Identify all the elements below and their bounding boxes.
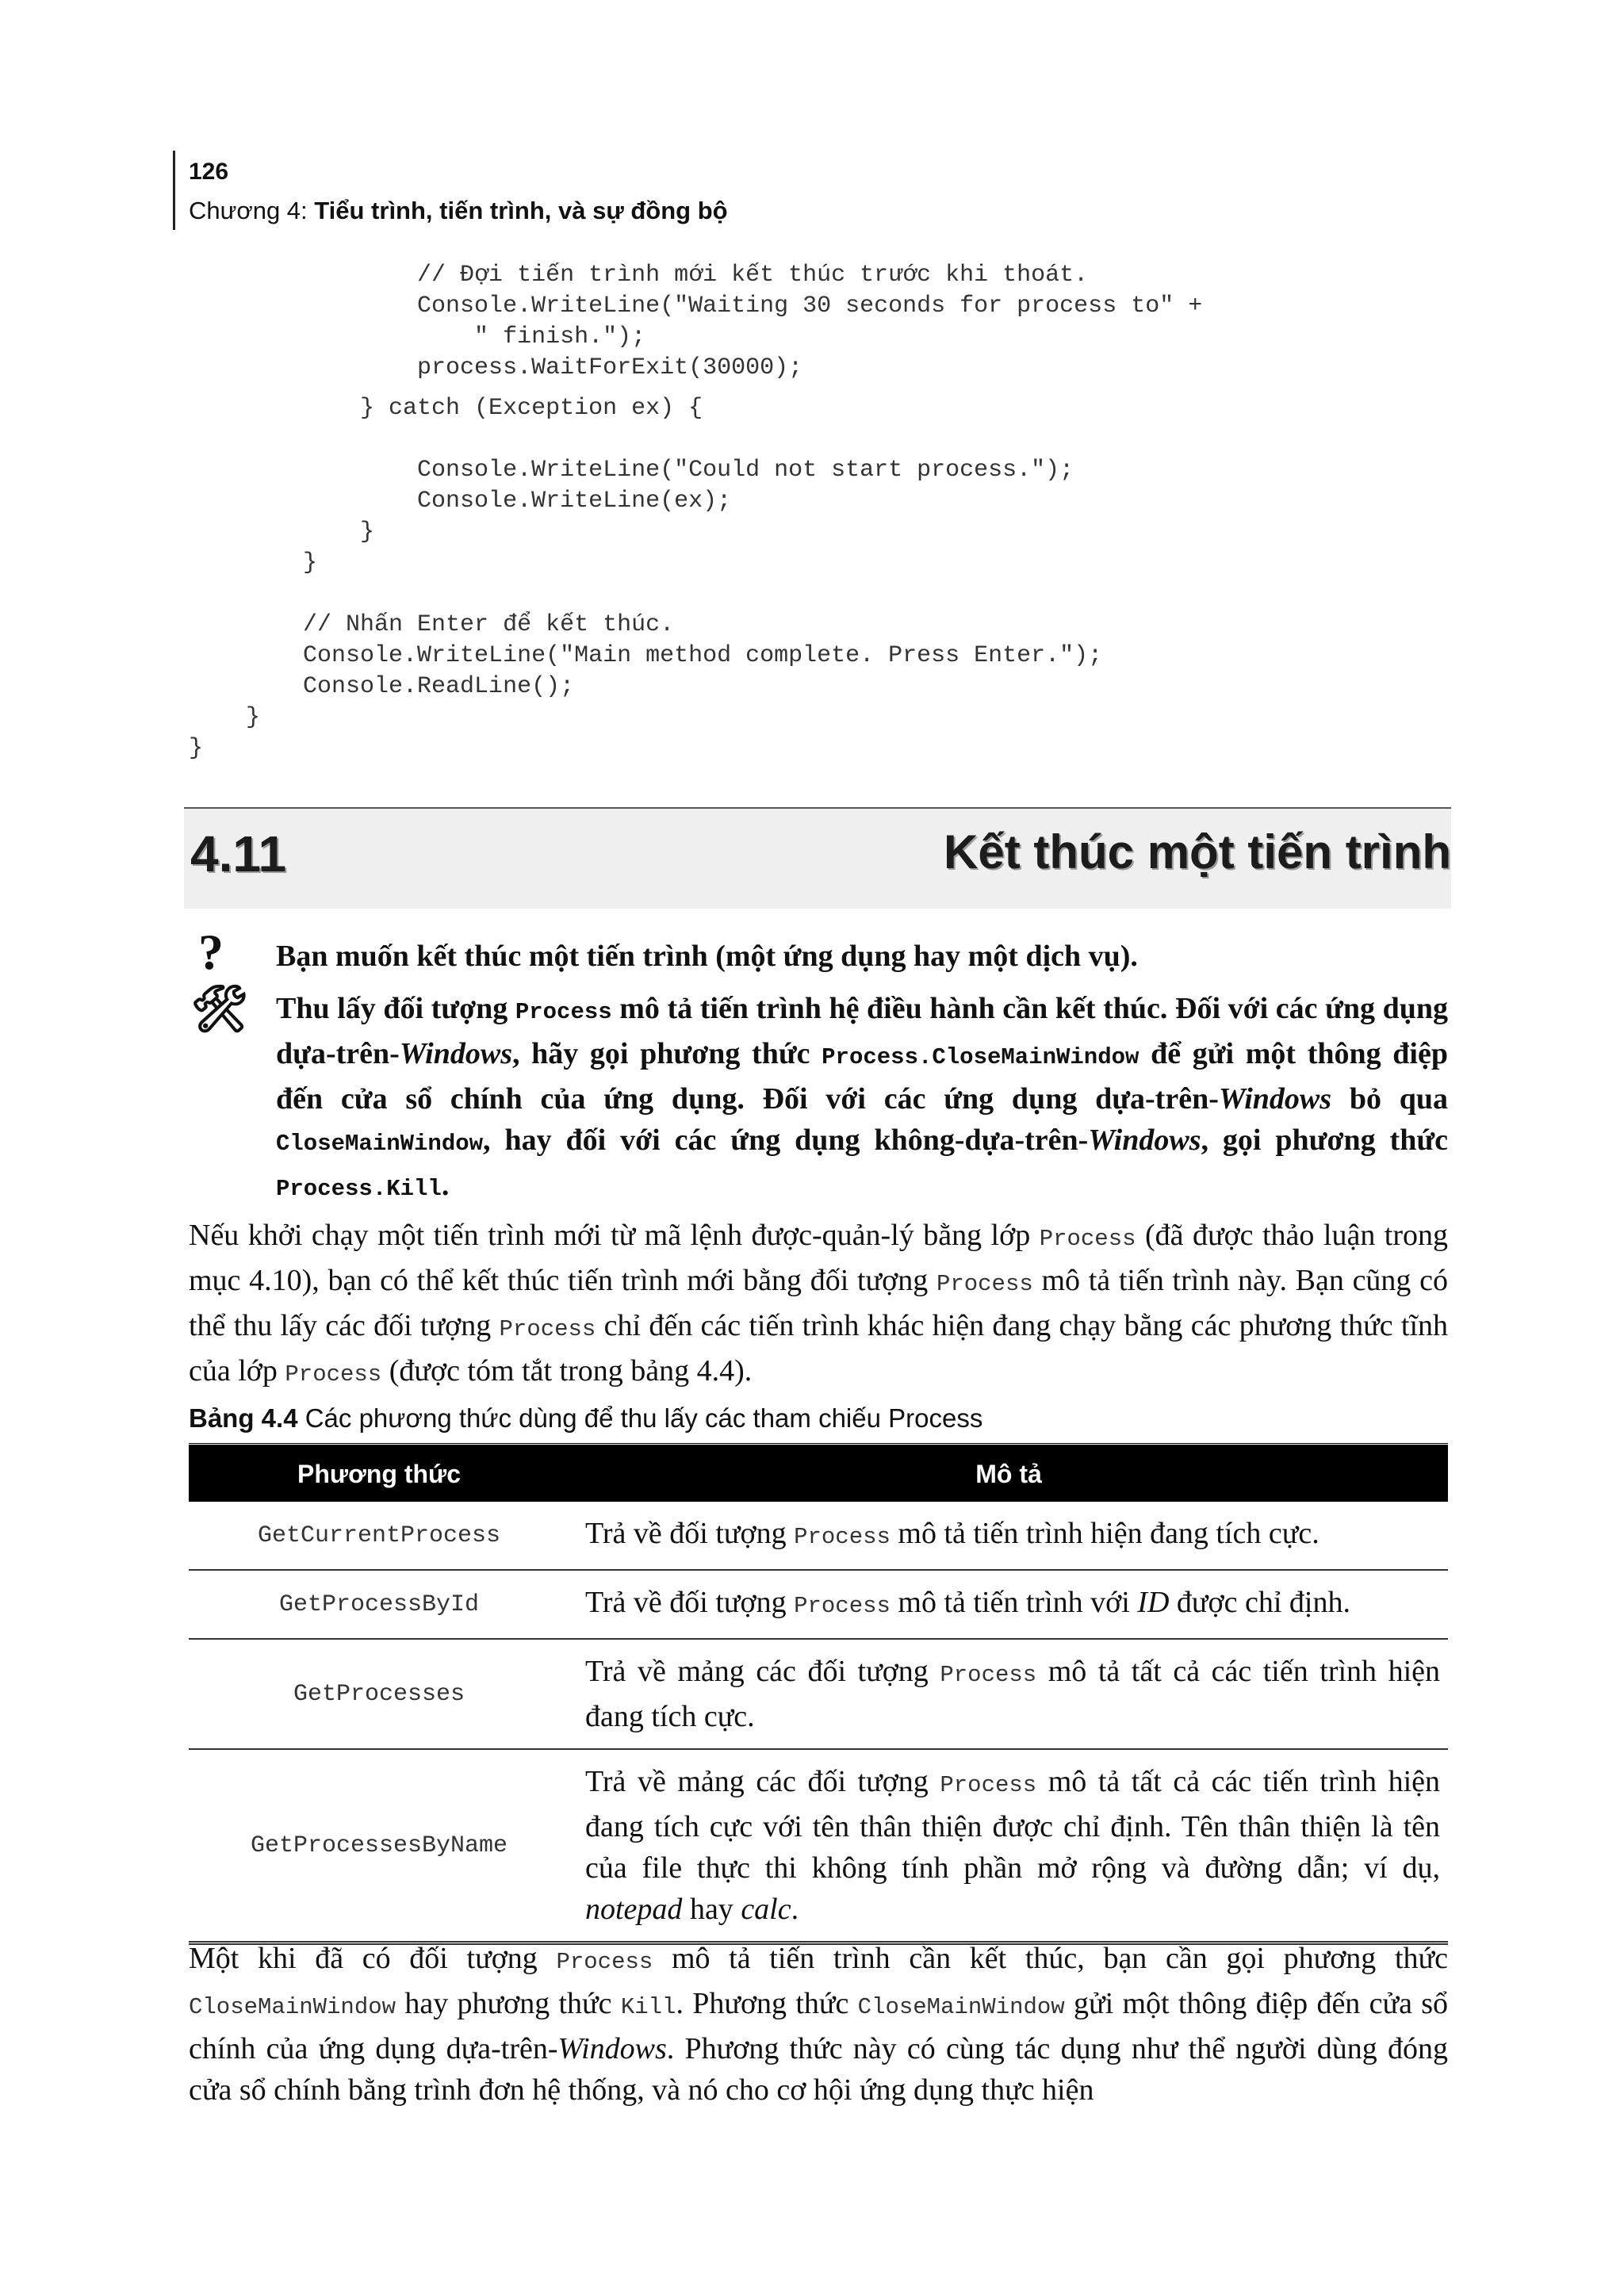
problem-statement: Bạn muốn kết thúc một tiến trình (một ứng dụng hay một dịch vụ).	[276, 940, 1138, 973]
method-description: Trả về mảng các đối tượng Process mô tả tất cả các tiến trình hiện đang tích cực với tên thân thiện được chỉ định. Tên thân thiện là tên của file thực thi không tính phần mở rộng và đường dẫn; ví dụ, notepad hay calc.	[569, 1749, 1448, 1943]
code-line: Console.WriteLine("Could not start process.");	[189, 457, 1074, 484]
header-rule	[173, 151, 175, 230]
question-icon: ?	[198, 924, 224, 980]
section-title: Kết thúc một tiến trình	[944, 825, 1451, 879]
code-line: process.WaitForExit(30000);	[189, 354, 803, 381]
code-line: }	[189, 549, 318, 576]
table-row	[189, 1639, 1448, 1749]
method-name: GetProcessesByName	[189, 1749, 569, 1943]
method-description: Trả về đối tượng Process mô tả tiến trình với ID được chỉ định.	[569, 1570, 1448, 1639]
code-listing	[189, 260, 1202, 764]
table-row	[189, 1502, 1448, 1570]
code-line: // Nhấn Enter để kết thúc.	[189, 611, 675, 638]
methods-table	[189, 1443, 1448, 1945]
tools-icon: 🛠	[190, 982, 249, 1035]
method-name: GetCurrentProcess	[189, 1502, 569, 1570]
code-line: // Đợi tiến trình mới kết thúc trước khi thoát.	[189, 262, 1089, 289]
method-name: GetProcesses	[189, 1639, 569, 1749]
solution-statement: Thu lấy đối tượng Process mô tả tiến trình hệ điều hành cần kết thúc. Đối với các ứng dụng dựa-trên-Windows, hãy gọi phương thức Process.CloseMainWindow để gửi một thông điệp đến cửa sổ chính của ứng dụng. Đối với các ứng dụng dựa-trên-Windows bỏ qua CloseMainWindow, hay đối với các ứng dụng không-dựa-trên-Windows, gọi phương thức Process.Kill.	[276, 992, 1449, 1202]
body-paragraph: Nếu khởi chạy một tiến trình mới từ mã lệnh được-quản-lý bằng lớp Process (đã được thảo luận trong mục 4.10), bạn có thể kết thúc tiến trình mới bằng đối tượng Process mô tả tiến trình này. Bạn cũng có thể thu lấy các đối tượng Process chỉ đến các tiến trình khác hiện đang chạy bằng các phương thức tĩnh của lớp Process (được tóm tắt trong bảng 4.4).	[189, 1219, 1449, 1388]
code-line: " finish.");	[189, 323, 646, 350]
code-line: } catch (Exception ex) {	[189, 395, 703, 422]
code-line: Console.WriteLine("Waiting 30 seconds for process to" +	[189, 293, 1203, 320]
method-name: GetProcessById	[189, 1570, 569, 1639]
column-header-description: Mô tả	[569, 1445, 1448, 1502]
method-description: Trả về mảng các đối tượng Process mô tả tất cả các tiến trình hiện đang tích cực.	[569, 1639, 1448, 1749]
table-header-row	[189, 1445, 1448, 1502]
table-row	[189, 1570, 1448, 1639]
table-row	[189, 1749, 1448, 1943]
method-description: Trả về đối tượng Process mô tả tiến trình hiện đang tích cực.	[569, 1502, 1448, 1570]
code-line: }	[189, 704, 261, 731]
code-line: Console.WriteLine(ex);	[189, 488, 732, 515]
code-line: }	[189, 519, 375, 545]
page-number: 126	[189, 159, 229, 185]
chapter-heading	[189, 197, 728, 225]
chapter-title: Tiểu trình, tiến trình, và sự đồng bộ	[314, 197, 728, 224]
code-line: }	[189, 735, 204, 762]
code-line: Console.ReadLine();	[189, 673, 575, 700]
chapter-prefix: Chương 4:	[189, 197, 315, 224]
column-header-method: Phương thức	[189, 1445, 569, 1502]
table-caption: Bảng 4.4 Các phương thức dùng để thu lấy các tham chiếu Process	[189, 1403, 983, 1433]
section-number: 4.11	[190, 825, 287, 882]
code-line: Console.WriteLine("Main method complete. Press Enter.");	[189, 642, 1103, 669]
body-paragraph: Một khi đã có đối tượng Process mô tả tiến trình cần kết thúc, bạn cần gọi phương thức CloseMainWindow hay phương thức Kill. Phương thức CloseMainWindow gửi một thông điệp đến cửa sổ chính của ứng dụng dựa-trên-Windows. Phương thức này có cùng tác dụng như thể người dùng đóng cửa sổ chính bằng trình đơn hệ thống, và nó cho cơ hội ứng dụng thực hiện	[189, 1942, 1449, 2107]
